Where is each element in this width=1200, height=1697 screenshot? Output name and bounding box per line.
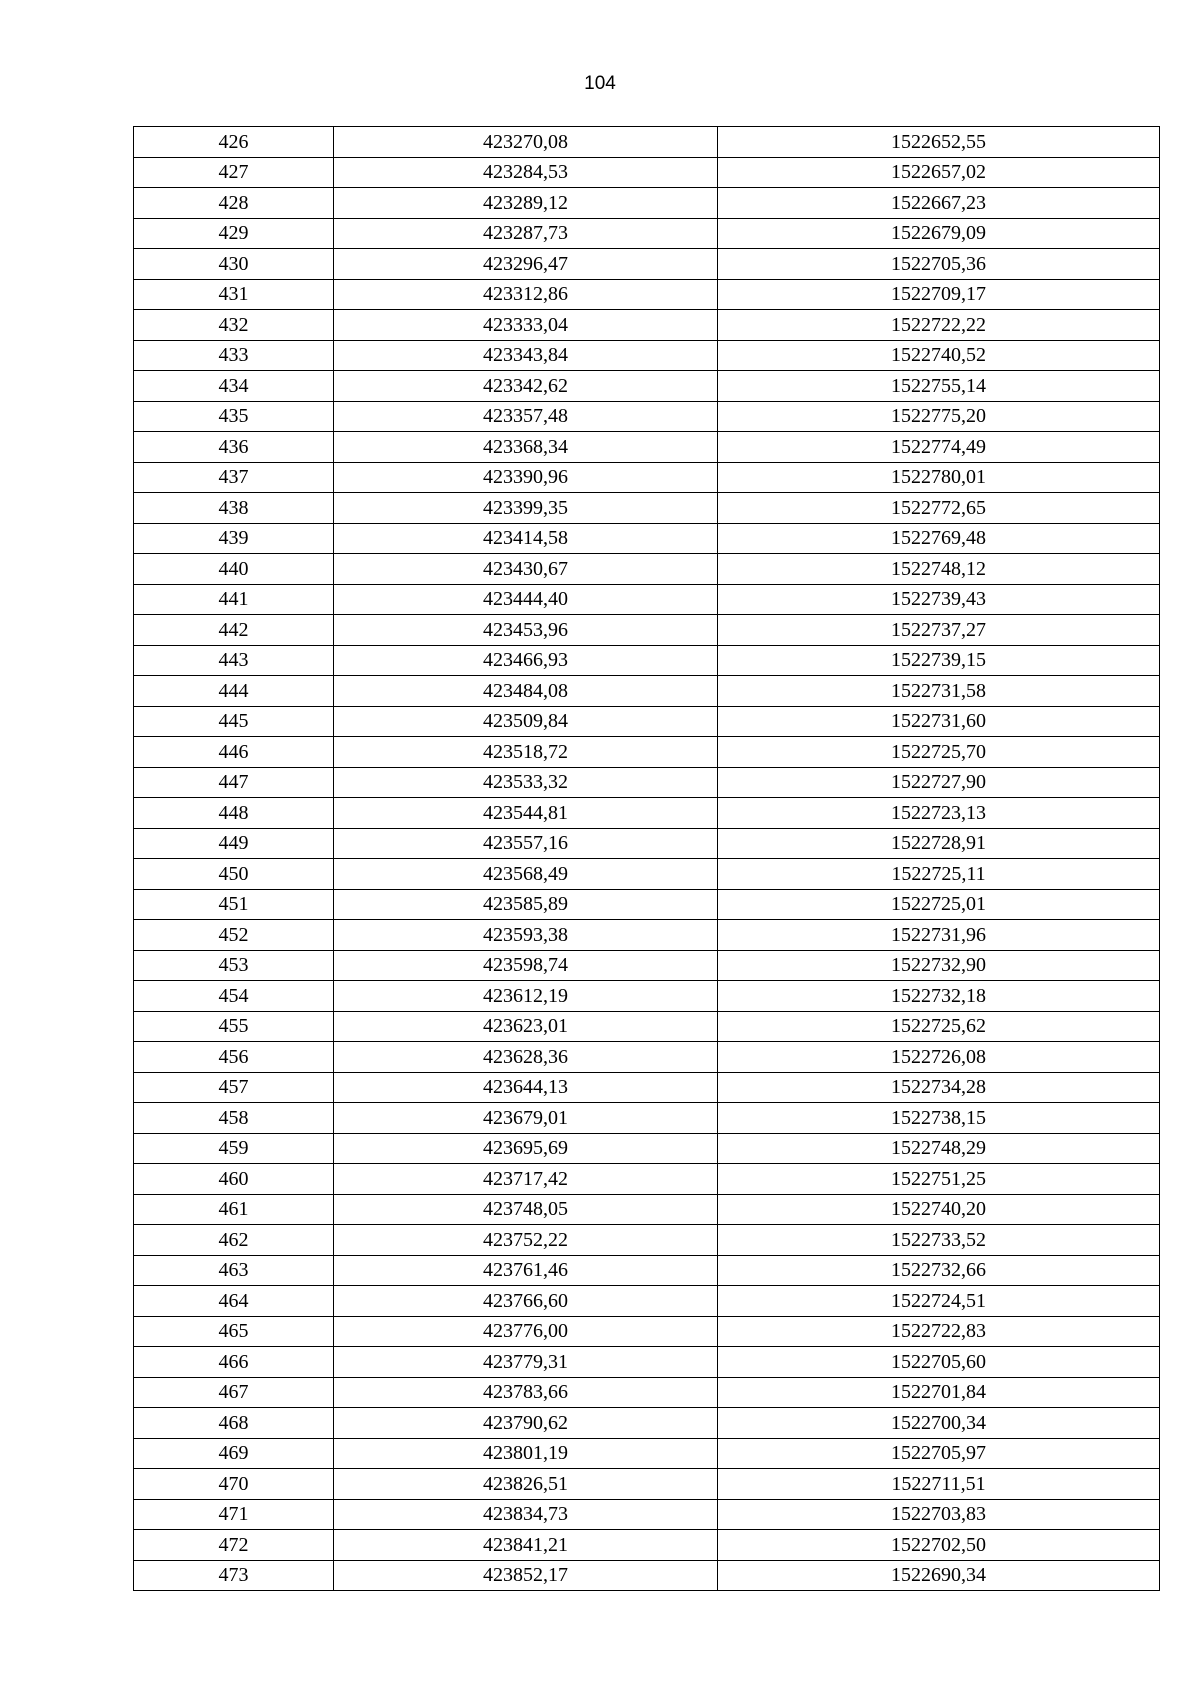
table-row: [134, 706, 1160, 737]
x-coordinate-cell: 423779,31: [334, 1347, 718, 1378]
y-coordinate-cell: 1522769,48: [718, 523, 1160, 554]
y-coordinate-cell: 1522739,15: [718, 645, 1160, 676]
y-coordinate-cell: 1522733,52: [718, 1225, 1160, 1256]
point-number-cell: 467: [134, 1377, 334, 1408]
x-coordinate-cell: 423287,73: [334, 218, 718, 249]
x-coordinate-cell: 423628,36: [334, 1042, 718, 1073]
point-number-cell: 468: [134, 1408, 334, 1439]
y-coordinate-cell: 1522726,08: [718, 1042, 1160, 1073]
table-row: [134, 1255, 1160, 1286]
table-row: [134, 310, 1160, 341]
point-number-cell: 431: [134, 279, 334, 310]
point-number-cell: 439: [134, 523, 334, 554]
y-coordinate-cell: 1522772,65: [718, 493, 1160, 524]
point-number-cell: 456: [134, 1042, 334, 1073]
point-number-cell: 434: [134, 371, 334, 402]
point-number-cell: 440: [134, 554, 334, 585]
point-number-cell: 460: [134, 1164, 334, 1195]
y-coordinate-cell: 1522737,27: [718, 615, 1160, 646]
table-row: [134, 1499, 1160, 1530]
point-number-cell: 426: [134, 127, 334, 158]
y-coordinate-cell: 1522731,60: [718, 706, 1160, 737]
y-coordinate-cell: 1522709,17: [718, 279, 1160, 310]
table-row: [134, 1469, 1160, 1500]
point-number-cell: 442: [134, 615, 334, 646]
table-row: [134, 1377, 1160, 1408]
table-row: [134, 554, 1160, 585]
table-row: [134, 1530, 1160, 1561]
table-row: [134, 340, 1160, 371]
point-number-cell: 459: [134, 1133, 334, 1164]
x-coordinate-cell: 423748,05: [334, 1194, 718, 1225]
y-coordinate-cell: 1522775,20: [718, 401, 1160, 432]
x-coordinate-cell: 423766,60: [334, 1286, 718, 1317]
x-coordinate-cell: 423270,08: [334, 127, 718, 158]
point-number-cell: 457: [134, 1072, 334, 1103]
x-coordinate-cell: 423484,08: [334, 676, 718, 707]
table-row: [134, 645, 1160, 676]
point-number-cell: 472: [134, 1530, 334, 1561]
y-coordinate-cell: 1522705,60: [718, 1347, 1160, 1378]
table-row: [134, 462, 1160, 493]
y-coordinate-cell: 1522732,18: [718, 981, 1160, 1012]
point-number-cell: 473: [134, 1560, 334, 1591]
x-coordinate-cell: 423801,19: [334, 1438, 718, 1469]
table-row: [134, 1042, 1160, 1073]
y-coordinate-cell: 1522740,52: [718, 340, 1160, 371]
y-coordinate-cell: 1522774,49: [718, 432, 1160, 463]
y-coordinate-cell: 1522731,58: [718, 676, 1160, 707]
x-coordinate-cell: 423453,96: [334, 615, 718, 646]
y-coordinate-cell: 1522711,51: [718, 1469, 1160, 1500]
point-number-cell: 458: [134, 1103, 334, 1134]
x-coordinate-cell: 423623,01: [334, 1011, 718, 1042]
point-number-cell: 429: [134, 218, 334, 249]
table-row: [134, 676, 1160, 707]
x-coordinate-cell: 423717,42: [334, 1164, 718, 1195]
point-number-cell: 447: [134, 767, 334, 798]
y-coordinate-cell: 1522725,11: [718, 859, 1160, 890]
point-number-cell: 449: [134, 828, 334, 859]
x-coordinate-cell: 423430,67: [334, 554, 718, 585]
table-row: [134, 828, 1160, 859]
x-coordinate-cell: 423790,62: [334, 1408, 718, 1439]
point-number-cell: 471: [134, 1499, 334, 1530]
x-coordinate-cell: 423333,04: [334, 310, 718, 341]
y-coordinate-cell: 1522748,12: [718, 554, 1160, 585]
point-number-cell: 446: [134, 737, 334, 768]
x-coordinate-cell: 423679,01: [334, 1103, 718, 1134]
point-number-cell: 436: [134, 432, 334, 463]
point-number-cell: 454: [134, 981, 334, 1012]
y-coordinate-cell: 1522755,14: [718, 371, 1160, 402]
y-coordinate-cell: 1522732,90: [718, 950, 1160, 981]
point-number-cell: 464: [134, 1286, 334, 1317]
x-coordinate-cell: 423841,21: [334, 1530, 718, 1561]
page-number: 104: [584, 73, 616, 94]
table-row: [134, 798, 1160, 829]
table-row: [134, 1164, 1160, 1195]
table-row: [134, 920, 1160, 951]
table-row: [134, 218, 1160, 249]
x-coordinate-cell: 423296,47: [334, 249, 718, 280]
table-row: [134, 523, 1160, 554]
point-number-cell: 465: [134, 1316, 334, 1347]
x-coordinate-cell: 423585,89: [334, 889, 718, 920]
x-coordinate-cell: 423852,17: [334, 1560, 718, 1591]
x-coordinate-cell: 423368,34: [334, 432, 718, 463]
x-coordinate-cell: 423598,74: [334, 950, 718, 981]
table-row: [134, 737, 1160, 768]
y-coordinate-cell: 1522780,01: [718, 462, 1160, 493]
table-row: [134, 432, 1160, 463]
point-number-cell: 466: [134, 1347, 334, 1378]
y-coordinate-cell: 1522679,09: [718, 218, 1160, 249]
table-row: [134, 127, 1160, 158]
y-coordinate-cell: 1522705,97: [718, 1438, 1160, 1469]
x-coordinate-cell: 423399,35: [334, 493, 718, 524]
table-row: [134, 1286, 1160, 1317]
table-row: [134, 1560, 1160, 1591]
table-row: [134, 1133, 1160, 1164]
y-coordinate-cell: 1522690,34: [718, 1560, 1160, 1591]
x-coordinate-cell: 423568,49: [334, 859, 718, 890]
y-coordinate-cell: 1522731,96: [718, 920, 1160, 951]
table-row: [134, 249, 1160, 280]
table-row: [134, 1194, 1160, 1225]
y-coordinate-cell: 1522751,25: [718, 1164, 1160, 1195]
coordinates-table-body: [134, 127, 1160, 1591]
table-row: [134, 1316, 1160, 1347]
x-coordinate-cell: 423466,93: [334, 645, 718, 676]
y-coordinate-cell: 1522727,90: [718, 767, 1160, 798]
x-coordinate-cell: 423390,96: [334, 462, 718, 493]
point-number-cell: 441: [134, 584, 334, 615]
x-coordinate-cell: 423776,00: [334, 1316, 718, 1347]
table-row: [134, 371, 1160, 402]
y-coordinate-cell: 1522722,83: [718, 1316, 1160, 1347]
y-coordinate-cell: 1522700,34: [718, 1408, 1160, 1439]
y-coordinate-cell: 1522705,36: [718, 249, 1160, 280]
point-number-cell: 445: [134, 706, 334, 737]
point-number-cell: 428: [134, 188, 334, 219]
x-coordinate-cell: 423612,19: [334, 981, 718, 1012]
table-row: [134, 1103, 1160, 1134]
point-number-cell: 450: [134, 859, 334, 890]
point-number-cell: 455: [134, 1011, 334, 1042]
table-row: [134, 493, 1160, 524]
point-number-cell: 432: [134, 310, 334, 341]
y-coordinate-cell: 1522702,50: [718, 1530, 1160, 1561]
table-row: [134, 188, 1160, 219]
x-coordinate-cell: 423312,86: [334, 279, 718, 310]
x-coordinate-cell: 423544,81: [334, 798, 718, 829]
point-number-cell: 463: [134, 1255, 334, 1286]
x-coordinate-cell: 423357,48: [334, 401, 718, 432]
x-coordinate-cell: 423533,32: [334, 767, 718, 798]
x-coordinate-cell: 423509,84: [334, 706, 718, 737]
table-row: [134, 615, 1160, 646]
point-number-cell: 430: [134, 249, 334, 280]
point-number-cell: 451: [134, 889, 334, 920]
x-coordinate-cell: 423289,12: [334, 188, 718, 219]
x-coordinate-cell: 423783,66: [334, 1377, 718, 1408]
y-coordinate-cell: 1522725,01: [718, 889, 1160, 920]
x-coordinate-cell: 423752,22: [334, 1225, 718, 1256]
table-row: [134, 950, 1160, 981]
y-coordinate-cell: 1522738,15: [718, 1103, 1160, 1134]
coordinates-table: [133, 126, 1160, 1591]
y-coordinate-cell: 1522748,29: [718, 1133, 1160, 1164]
table-row: [134, 981, 1160, 1012]
table-row: [134, 1347, 1160, 1378]
y-coordinate-cell: 1522652,55: [718, 127, 1160, 158]
point-number-cell: 444: [134, 676, 334, 707]
point-number-cell: 433: [134, 340, 334, 371]
point-number-cell: 453: [134, 950, 334, 981]
y-coordinate-cell: 1522724,51: [718, 1286, 1160, 1317]
y-coordinate-cell: 1522728,91: [718, 828, 1160, 859]
x-coordinate-cell: 423444,40: [334, 584, 718, 615]
point-number-cell: 427: [134, 157, 334, 188]
table-row: [134, 1225, 1160, 1256]
y-coordinate-cell: 1522725,62: [718, 1011, 1160, 1042]
table-row: [134, 767, 1160, 798]
x-coordinate-cell: 423342,62: [334, 371, 718, 402]
table-row: [134, 1438, 1160, 1469]
x-coordinate-cell: 423834,73: [334, 1499, 718, 1530]
y-coordinate-cell: 1522722,22: [718, 310, 1160, 341]
point-number-cell: 469: [134, 1438, 334, 1469]
point-number-cell: 462: [134, 1225, 334, 1256]
x-coordinate-cell: 423826,51: [334, 1469, 718, 1500]
x-coordinate-cell: 423695,69: [334, 1133, 718, 1164]
table-row: [134, 859, 1160, 890]
table-row: [134, 279, 1160, 310]
y-coordinate-cell: 1522723,13: [718, 798, 1160, 829]
x-coordinate-cell: 423343,84: [334, 340, 718, 371]
point-number-cell: 448: [134, 798, 334, 829]
table-row: [134, 401, 1160, 432]
y-coordinate-cell: 1522703,83: [718, 1499, 1160, 1530]
point-number-cell: 443: [134, 645, 334, 676]
table-row: [134, 1408, 1160, 1439]
y-coordinate-cell: 1522701,84: [718, 1377, 1160, 1408]
table-row: [134, 584, 1160, 615]
table-row: [134, 1072, 1160, 1103]
x-coordinate-cell: 423518,72: [334, 737, 718, 768]
y-coordinate-cell: 1522740,20: [718, 1194, 1160, 1225]
y-coordinate-cell: 1522739,43: [718, 584, 1160, 615]
x-coordinate-cell: 423284,53: [334, 157, 718, 188]
x-coordinate-cell: 423414,58: [334, 523, 718, 554]
point-number-cell: 438: [134, 493, 334, 524]
y-coordinate-cell: 1522725,70: [718, 737, 1160, 768]
point-number-cell: 437: [134, 462, 334, 493]
x-coordinate-cell: 423593,38: [334, 920, 718, 951]
y-coordinate-cell: 1522657,02: [718, 157, 1160, 188]
table-row: [134, 889, 1160, 920]
table-row: [134, 1011, 1160, 1042]
y-coordinate-cell: 1522667,23: [718, 188, 1160, 219]
point-number-cell: 452: [134, 920, 334, 951]
y-coordinate-cell: 1522732,66: [718, 1255, 1160, 1286]
point-number-cell: 470: [134, 1469, 334, 1500]
x-coordinate-cell: 423761,46: [334, 1255, 718, 1286]
point-number-cell: 461: [134, 1194, 334, 1225]
x-coordinate-cell: 423557,16: [334, 828, 718, 859]
table-row: [134, 157, 1160, 188]
x-coordinate-cell: 423644,13: [334, 1072, 718, 1103]
y-coordinate-cell: 1522734,28: [718, 1072, 1160, 1103]
point-number-cell: 435: [134, 401, 334, 432]
